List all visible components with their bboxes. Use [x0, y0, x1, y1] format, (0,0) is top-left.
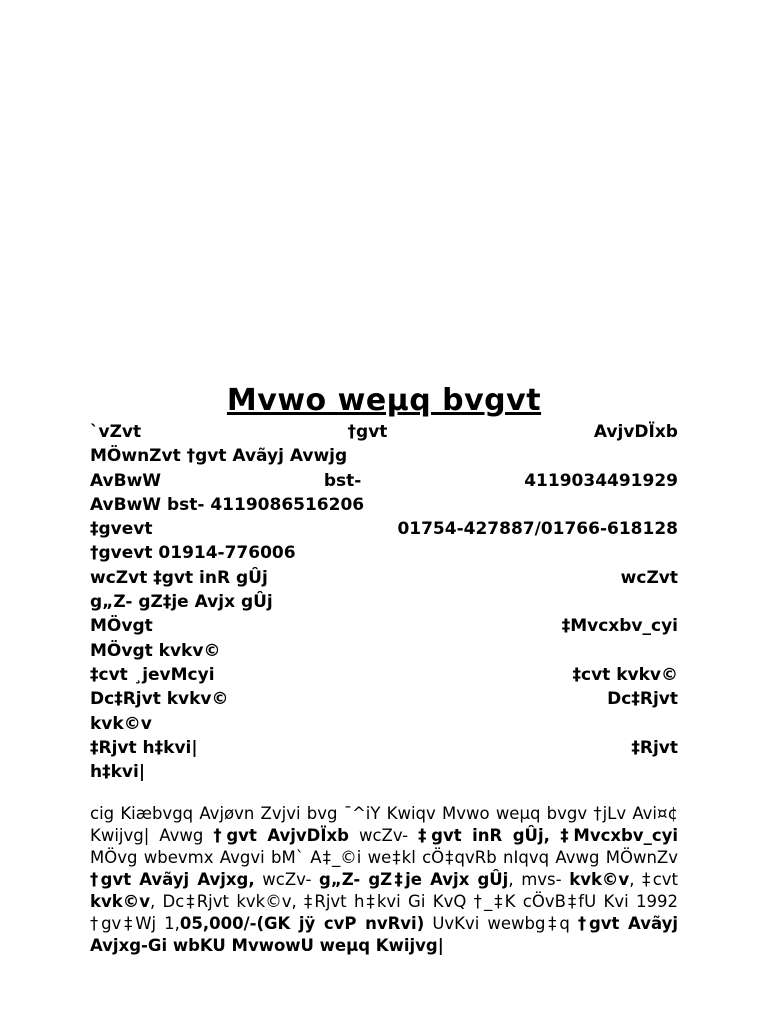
detail-line: [90, 663, 678, 687]
detail-line: [90, 517, 678, 541]
party-details: [90, 420, 678, 784]
detail-line: [90, 469, 678, 493]
detail-line: [90, 614, 678, 638]
detail-text: MÖvgt kvkv©: [90, 640, 221, 661]
text-segment: wcZv-: [254, 870, 320, 889]
detail-text: AvBwW bst- 4119086516206: [90, 494, 365, 515]
detail-text: g„Z- gZ‡je Avjx gÛj: [90, 592, 273, 613]
text-segment: , mvs-: [508, 870, 570, 889]
detail-line: [90, 639, 678, 663]
detail-text: ‡Rjvt: [631, 737, 678, 758]
text-segment: , Dc‡Rjvt kvk©v, ‡Rjvt h‡kvi Gi KvQ †_‡K cÖvB‡fU Kvi 1992 †gv‡Wj 1,: [90, 892, 678, 933]
detail-line: [90, 760, 678, 784]
document-title: Mvwo weµq bvgvt: [226, 383, 542, 418]
detail-text: h‡kvi|: [90, 762, 146, 783]
detail-text: ‡Mvcxbv_cyi: [561, 616, 678, 637]
detail-line: [90, 590, 678, 614]
detail-text: †gvt: [347, 422, 388, 442]
bold-text-segment: †gvt Avãyj Avjxg,: [90, 870, 255, 889]
bold-text-segment: kvk©v: [90, 892, 150, 911]
detail-line: [90, 444, 678, 468]
detail-text: `vZvt: [90, 422, 142, 442]
body-paragraph: [90, 803, 678, 957]
detail-text: MÖwnZvt †gvt Avãyj Avwjg: [90, 446, 348, 467]
detail-line: [90, 736, 678, 760]
detail-text: wcZvt ‡gvt inR gÛj: [90, 567, 268, 588]
text-segment: cig Kiæbvgq Avjøvn Zvjvi bvg ¯^iY Kwiqv Mvwo weµq bvgv †jLv Avi¤¢ Kwijvg| Avwg: [90, 804, 678, 845]
detail-text: †gvevt 01914-776006: [90, 543, 296, 564]
detail-text: ‡gvevt: [90, 519, 153, 540]
detail-line: [90, 687, 678, 711]
detail-line: [90, 712, 678, 736]
detail-line: [90, 420, 678, 444]
detail-text: MÖvgt: [90, 616, 153, 637]
detail-text: ‡Rjvt h‡kvi|: [90, 737, 198, 758]
text-segment: wcZv-: [348, 826, 419, 845]
detail-text: ‡cvt ¸jevMcyi: [90, 664, 215, 685]
detail-text: AvjvDÏxb: [593, 422, 678, 442]
bold-text-segment: kvk©v: [569, 870, 630, 889]
detail-text: Dc‡Rjvt: [607, 689, 678, 710]
bold-text-segment: †gvt Avãyj Avjxg-Gi wbKU MvwowU weµq Kwijvg|: [90, 914, 678, 955]
bold-text-segment: g„Z- gZ‡je Avjx gÛj: [319, 870, 509, 889]
detail-text: AvBwW: [90, 470, 162, 491]
detail-text: ‡cvt kvkv©: [572, 664, 678, 685]
text-segment: , ‡cvt: [629, 870, 679, 889]
detail-text: bst-: [323, 470, 362, 491]
detail-line: [90, 566, 678, 590]
text-segment: MÖvg wbevmx Avgvi bM` A‡_©i we‡kl cÖ‡qvRb nIqvq Avwg MÖwnZv: [90, 848, 678, 867]
bold-text-segment: 05,000/-(GK jÿ cvP nvRvi): [179, 914, 425, 933]
detail-text: wcZvt: [620, 567, 678, 588]
detail-text: Dc‡Rjvt kvkv©: [90, 689, 229, 710]
bold-text-segment: ‡gvt inR gÛj, ‡Mvcxbv_cyi: [418, 826, 679, 845]
detail-text: 4119034491929: [524, 470, 678, 491]
detail-text: 01754-427887/01766-618128: [397, 519, 678, 540]
detail-line: [90, 493, 678, 517]
detail-line: [90, 541, 678, 565]
text-segment: UvKvi wewbg‡q: [424, 914, 578, 933]
detail-text: kvk©v: [90, 713, 152, 734]
bold-text-segment: †gvt AvjvDÏxb: [213, 826, 349, 845]
